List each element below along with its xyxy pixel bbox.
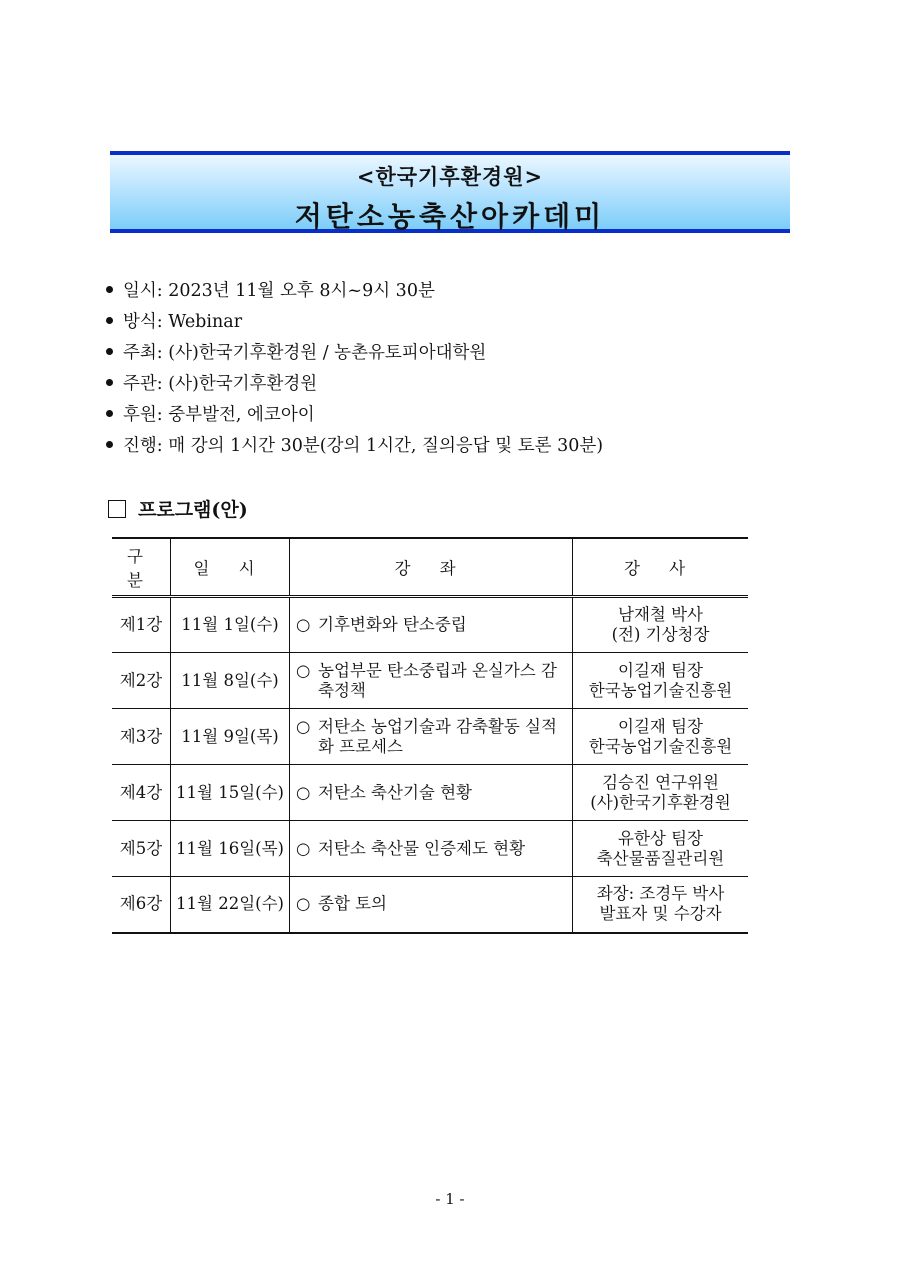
header-division: 구 분 [112, 538, 171, 597]
session-date: 11월 16일(목) [171, 821, 290, 877]
table-row [112, 821, 748, 877]
info-item: 진행: 매 강의 1시간 30분(강의 1시간, 질의응답 및 토론 30분) [106, 431, 603, 462]
info-item: 방식: Webinar [106, 307, 603, 338]
session-lecture: ○ 저탄소 농업기술과 감축활동 실적화 프로세스 [290, 709, 573, 765]
table-row [112, 765, 748, 821]
section-heading [108, 495, 248, 522]
banner-title: 저탄소농축산아카데미 [294, 200, 606, 233]
info-item: 일시: 2023년 11월 오후 8시~9시 30분 [106, 276, 603, 307]
header-date: 일 시 [171, 538, 290, 597]
session-speaker: 남재철 박사 (전) 기상청장 [573, 597, 749, 653]
session-speaker: 좌장: 조경두 박사 발표자 및 수강자 [573, 877, 749, 933]
title-banner [110, 151, 790, 233]
table-row [112, 709, 748, 765]
bullet-dot-icon [106, 379, 113, 386]
header-speaker: 강 사 [573, 538, 749, 597]
table-row [112, 653, 748, 709]
info-list [106, 276, 603, 462]
table-row [112, 597, 748, 653]
session-number: 제6강 [112, 877, 171, 933]
session-lecture: ○ 저탄소 축산기술 현황 [290, 765, 573, 821]
circle-bullet-icon: ○ [296, 782, 311, 802]
checkbox-square-icon [108, 500, 126, 518]
info-item: 주관: (사)한국기후환경원 [106, 369, 603, 400]
page-number: - 1 - [435, 1190, 465, 1208]
session-number: 제4강 [112, 765, 171, 821]
session-date: 11월 9일(목) [171, 709, 290, 765]
circle-bullet-icon: ○ [296, 716, 311, 736]
session-speaker: 이길재 팀장 한국농업기술진흥원 [573, 653, 749, 709]
bullet-dot-icon [106, 286, 113, 293]
session-date: 11월 1일(수) [171, 597, 290, 653]
session-lecture: ○ 기후변화와 탄소중립 [290, 597, 573, 653]
table-row [112, 877, 748, 933]
session-number: 제3강 [112, 709, 171, 765]
circle-bullet-icon: ○ [296, 894, 311, 914]
circle-bullet-icon: ○ [296, 615, 311, 634]
session-lecture: ○ 종합 토의 [290, 877, 573, 933]
program-table [112, 537, 748, 934]
section-title: 프로그램(안) [138, 499, 248, 521]
session-number: 제5강 [112, 821, 171, 877]
info-item: 후원: 중부발전, 에코아이 [106, 400, 603, 431]
bullet-dot-icon [106, 410, 113, 417]
session-date: 11월 8일(수) [171, 653, 290, 709]
session-date: 11월 15일(수) [171, 765, 290, 821]
bullet-dot-icon [106, 441, 113, 448]
table-header-row [112, 538, 748, 597]
bullet-dot-icon [106, 317, 113, 324]
session-lecture: ○ 농업부문 탄소중립과 온실가스 감축정책 [290, 653, 573, 709]
banner-subtitle: <한국기후환경원> [356, 164, 544, 189]
session-number: 제1강 [112, 597, 171, 653]
session-speaker: 김승진 연구위원 (사)한국기후환경원 [573, 765, 749, 821]
session-number: 제2강 [112, 653, 171, 709]
session-speaker: 이길재 팀장 한국농업기술진흥원 [573, 709, 749, 765]
session-date: 11월 22일(수) [171, 877, 290, 933]
info-item: 주최: (사)한국기후환경원 / 농촌유토피아대학원 [106, 338, 603, 369]
circle-bullet-icon: ○ [296, 660, 311, 680]
session-speaker: 유한상 팀장 축산물품질관리원 [573, 821, 749, 877]
circle-bullet-icon: ○ [296, 838, 311, 858]
session-lecture: ○ 저탄소 축산물 인증제도 현황 [290, 821, 573, 877]
bullet-dot-icon [106, 348, 113, 355]
header-lecture: 강 좌 [290, 538, 573, 597]
